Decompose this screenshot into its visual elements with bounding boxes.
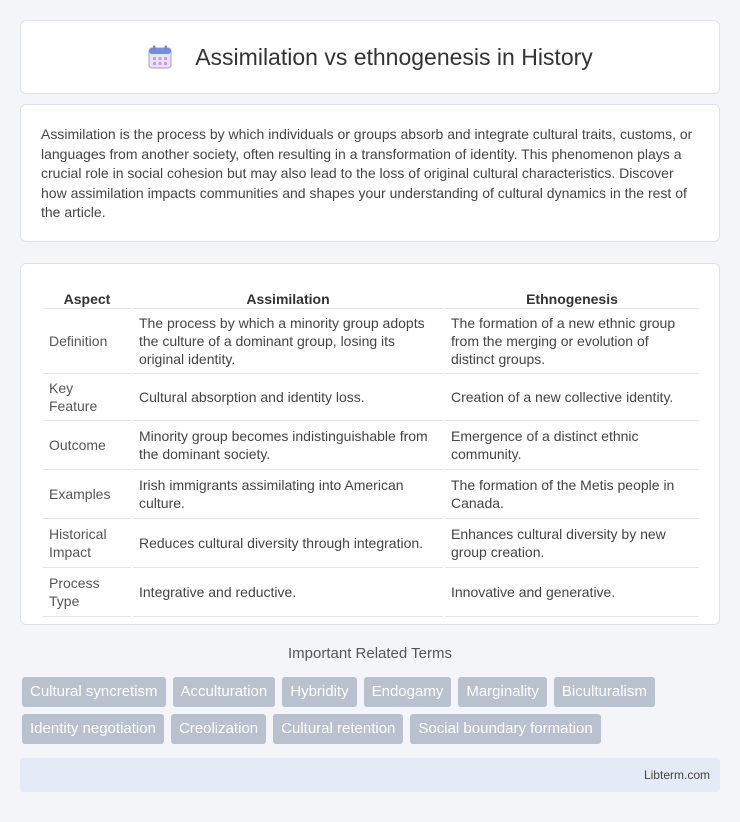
tag-social-boundary-formation[interactable]: Social boundary formation — [410, 714, 600, 744]
tag-identity-negotiation[interactable]: Identity negotiation — [22, 714, 164, 744]
row-assimilation: Irish immigrants assimilating into American culture. — [133, 470, 443, 519]
table-row — [43, 374, 699, 421]
row-aspect: Key Feature — [43, 374, 131, 421]
row-aspect: Historical Impact — [43, 519, 131, 568]
row-ethnogenesis: Creation of a new collective identity. — [445, 374, 699, 421]
footer-site-link[interactable]: Libterm.com — [643, 768, 710, 782]
table-header-row — [43, 285, 699, 309]
row-assimilation: The process by which a minority group adopts the culture of a dominant group, losing its original identity. — [133, 309, 443, 374]
row-aspect: Process Type — [43, 568, 131, 617]
table-row — [43, 309, 699, 374]
table-row — [43, 421, 699, 470]
intro-card — [20, 104, 720, 242]
row-assimilation: Reduces cultural diversity through integration. — [133, 519, 443, 568]
row-ethnogenesis: Enhances cultural diversity by new group creation. — [445, 519, 699, 568]
header-card — [20, 20, 720, 94]
tag-creolization[interactable]: Creolization — [171, 714, 266, 744]
calendar-icon — [147, 44, 173, 70]
row-assimilation: Minority group becomes indistinguishable from the dominant society. — [133, 421, 443, 470]
tag-marginality[interactable]: Marginality — [458, 677, 547, 707]
row-assimilation: Integrative and reductive. — [133, 568, 443, 617]
page-title: Assimilation vs ethnogenesis in History — [195, 43, 593, 70]
row-ethnogenesis: Innovative and generative. — [445, 568, 699, 617]
intro-paragraph: Assimilation is the process by which individuals or groups absorb and integrate cultural traits, customs, or languages from another society, often resulting in a transformation of identity. This phenomenon plays a crucial role in social cohesion but may also lead to the loss of original cultural characteristics. Discover how assimilation impacts communities and shapes your understanding of cultural dynamics in the rest of the article. — [41, 126, 693, 221]
header-ethnogenesis: Ethnogenesis — [445, 285, 699, 309]
tag-acculturation[interactable]: Acculturation — [173, 677, 276, 707]
row-ethnogenesis: The formation of the Metis people in Canada. — [445, 470, 699, 519]
comparison-table-card — [20, 263, 720, 625]
tag-endogamy[interactable]: Endogamy — [364, 677, 452, 707]
comparison-table — [41, 285, 701, 617]
header-aspect: Aspect — [43, 285, 131, 309]
tag-hybridity[interactable]: Hybridity — [282, 677, 356, 707]
row-aspect: Examples — [43, 470, 131, 519]
table-row — [43, 470, 699, 519]
row-ethnogenesis: Emergence of a distinct ethnic community. — [445, 421, 699, 470]
row-aspect: Definition — [43, 309, 131, 374]
related-terms-list — [22, 677, 722, 744]
row-ethnogenesis: The formation of a new ethnic group from the merging or evolution of distinct groups. — [445, 309, 699, 374]
row-aspect: Outcome — [43, 421, 131, 470]
tag-cultural-syncretism[interactable]: Cultural syncretism — [22, 677, 166, 707]
related-terms-title: Important Related Terms — [288, 645, 452, 662]
footer — [20, 758, 720, 792]
tag-cultural-retention[interactable]: Cultural retention — [273, 714, 403, 744]
tag-biculturalism[interactable]: Biculturalism — [554, 677, 655, 707]
table-row — [43, 568, 699, 617]
table-row — [43, 519, 699, 568]
row-assimilation: Cultural absorption and identity loss. — [133, 374, 443, 421]
header-assimilation: Assimilation — [133, 285, 443, 309]
